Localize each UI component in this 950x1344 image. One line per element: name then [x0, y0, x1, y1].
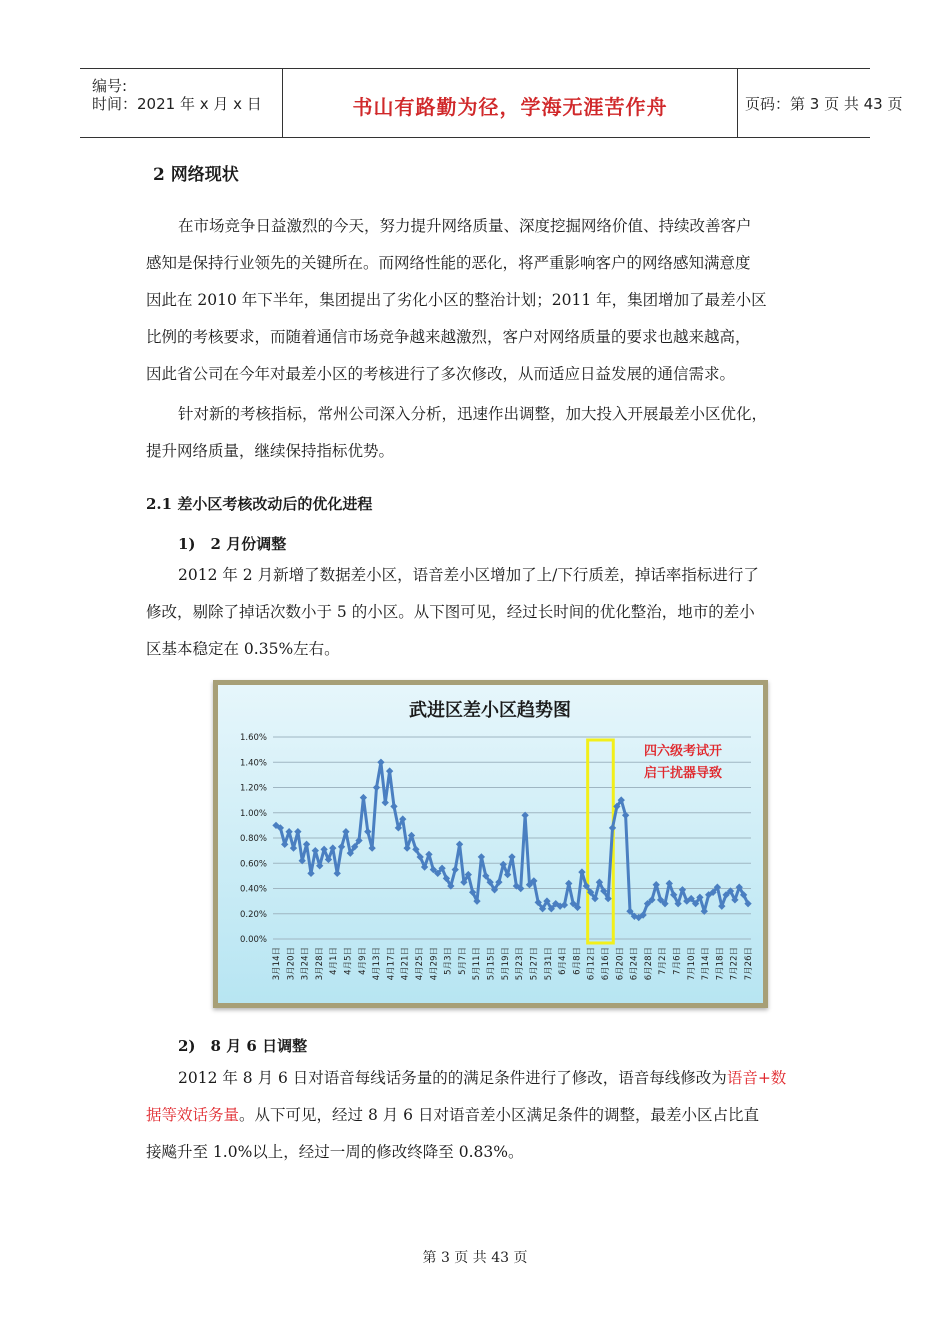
item1-paragraph	[146, 557, 826, 668]
y-tick-label: 0.20%	[239, 909, 267, 920]
text-line: 针对新的考核指标，常州公司深入分析，迅速作出调整，加大投入开展最差小区优化，	[178, 405, 768, 423]
x-tick-label: 7月2日	[658, 947, 669, 975]
data-point	[578, 868, 585, 875]
trend-chart-frame	[213, 680, 768, 1008]
x-tick-label: 7月18日	[715, 947, 726, 981]
data-point	[403, 844, 410, 851]
data-point	[368, 844, 375, 851]
y-tick-label: 1.60%	[239, 733, 267, 743]
strategy-paragraph	[146, 396, 826, 470]
item2-paragraph	[146, 1060, 826, 1171]
y-tick-label: 1.40%	[239, 758, 267, 769]
x-tick-label: 7月14日	[701, 947, 712, 981]
data-point	[452, 866, 459, 873]
header-motto-cell	[282, 69, 738, 137]
data-point	[360, 794, 367, 801]
page-footer: 第 3 页 共 43 页	[422, 1250, 528, 1266]
intro-paragraph	[146, 208, 826, 393]
data-point	[342, 828, 349, 835]
x-tick-label: 5月27日	[529, 947, 540, 981]
x-tick-label: 5月11日	[472, 947, 483, 981]
data-point	[303, 841, 310, 848]
y-tick-label: 0.40%	[239, 884, 267, 895]
x-tick-label: 4月1日	[329, 947, 340, 975]
y-tick-label: 1.00%	[239, 808, 267, 819]
item2-heading: 2) 8 月 6 日调整	[178, 1037, 308, 1055]
highlight-box	[588, 740, 614, 943]
x-tick-label: 7月10日	[686, 947, 697, 981]
x-tick-label: 5月7日	[457, 947, 468, 975]
x-tick-label: 5月19日	[500, 947, 511, 981]
highlight-text: 语音+数	[726, 1069, 787, 1087]
x-tick-label: 6月12日	[586, 947, 597, 981]
data-point	[565, 880, 572, 887]
data-point	[294, 828, 301, 835]
x-tick-label: 6月4日	[558, 947, 569, 975]
text-line: 因此省公司在今年对最差小区的考核进行了多次修改，从而适应日益发展的通信需求。	[146, 365, 736, 383]
data-point	[478, 853, 485, 860]
x-tick-label: 4月25日	[415, 947, 426, 981]
x-tick-label: 5月3日	[443, 947, 454, 975]
serial-label: 编号:	[92, 77, 128, 95]
document-header	[80, 68, 903, 138]
data-point	[334, 870, 341, 877]
data-point	[338, 843, 345, 850]
text-line: 比例的考核要求，而随着通信市场竞争越来越激烈，客户对网络质量的要求也越来越高，	[146, 328, 751, 346]
x-tick-label: 5月15日	[486, 947, 497, 981]
x-tick-label: 3月20日	[286, 947, 297, 981]
data-point	[290, 844, 297, 851]
data-point	[425, 851, 432, 858]
text-line: 修改，剔除了掉话次数小于 5 的小区。从下图可见，经过长时间的优化整治，地市的差小	[146, 603, 755, 621]
header-page-cell	[737, 69, 903, 137]
data-point	[386, 767, 393, 774]
data-point	[285, 828, 292, 835]
data-point	[364, 828, 371, 835]
section-heading: 2 网络现状	[153, 165, 239, 185]
x-tick-label: 6月24日	[629, 947, 640, 981]
data-point	[508, 853, 515, 860]
x-tick-label: 7月22日	[729, 947, 740, 981]
chart-title: 武进区差小区趋势图	[409, 700, 571, 721]
text-line: 提升网络质量，继续保持指标优势。	[146, 442, 395, 460]
x-tick-label: 4月17日	[386, 947, 397, 981]
data-point	[679, 886, 686, 893]
subsection-heading: 2.1 差小区考核改动后的优化进程	[146, 495, 373, 513]
x-tick-label: 4月21日	[400, 947, 411, 981]
x-tick-label: 5月23日	[515, 947, 526, 981]
x-tick-label: 3月14日	[272, 947, 282, 981]
trend-chart-svg	[218, 685, 763, 1003]
time-label: 时间：2021 年 x 月 x 日	[92, 95, 262, 113]
x-tick-label: 7月26日	[744, 947, 754, 981]
annotation-text: 启干扰器导致	[643, 766, 723, 781]
data-point	[390, 803, 397, 810]
item1-heading: 1) 2 月份调整	[178, 535, 287, 553]
data-point	[653, 881, 660, 888]
page-info: 页码：第 3 页 共 43 页	[745, 95, 903, 113]
x-tick-label: 3月24日	[300, 947, 311, 981]
text-line: 接飚升至 1.0%以上，经过一周的修改终降至 0.83%。	[146, 1143, 524, 1161]
text-segment: 2012 年 8 月 6 日对语音每线话务量的的满足条件进行了修改，语音每线修改为	[178, 1069, 727, 1087]
x-tick-label: 7月6日	[672, 947, 683, 975]
x-tick-label: 3月28日	[314, 947, 325, 981]
series-line	[276, 762, 748, 917]
data-point	[382, 799, 389, 806]
x-tick-label: 6月28日	[643, 947, 654, 981]
x-tick-label: 4月5日	[343, 947, 354, 975]
y-tick-label: 1.20%	[239, 783, 267, 794]
text-line	[146, 1060, 826, 1097]
x-tick-label: 6月8日	[572, 947, 583, 975]
y-tick-label: 0.60%	[239, 859, 267, 870]
text-line: 感知是保持行业领先的关键所在。而网络性能的恶化，将严重影响客户的网络感知满意度	[146, 254, 751, 272]
text-line: 在市场竞争日益激烈的今天，努力提升网络质量、深度挖掘网络价值、持续改善客户	[178, 217, 752, 235]
x-tick-label: 4月29日	[429, 947, 440, 981]
trend-chart	[218, 685, 763, 1003]
annotation-text: 四六级考试开	[643, 744, 723, 759]
text-line: 区基本稳定在 0.35%左右。	[146, 640, 340, 658]
data-point	[307, 870, 314, 877]
y-tick-label: 0.00%	[239, 935, 267, 945]
motto: 书山有路勤为径，学海无涯苦作舟	[352, 95, 668, 119]
text-line: 因此在 2010 年下半年，集团提出了劣化小区的整治计划；2011 年，集团增加了最差小区	[146, 291, 767, 309]
x-tick-label: 6月16日	[600, 947, 611, 981]
x-tick-label: 5月31日	[543, 947, 554, 981]
text-line	[146, 1097, 826, 1134]
y-tick-label: 0.80%	[239, 834, 267, 844]
text-line: 2012 年 2 月新增了数据差小区，语音差小区增加了上/下行质差，掉话率指标进行了	[178, 566, 759, 584]
data-point	[281, 841, 288, 848]
text-segment: 。从下可见，经过 8 月 6 日对语音差小区满足条件的调整，最差小区占比直	[239, 1106, 759, 1124]
header-meta-cell	[80, 69, 282, 137]
highlight-text: 据等效话务量	[146, 1106, 240, 1124]
x-tick-label: 4月13日	[372, 947, 383, 981]
x-tick-label: 6月20日	[615, 947, 626, 981]
data-point	[609, 824, 616, 831]
data-point	[312, 847, 319, 854]
x-tick-label: 4月9日	[357, 947, 368, 975]
data-point	[456, 841, 463, 848]
data-point	[377, 759, 384, 766]
data-point	[373, 784, 380, 791]
